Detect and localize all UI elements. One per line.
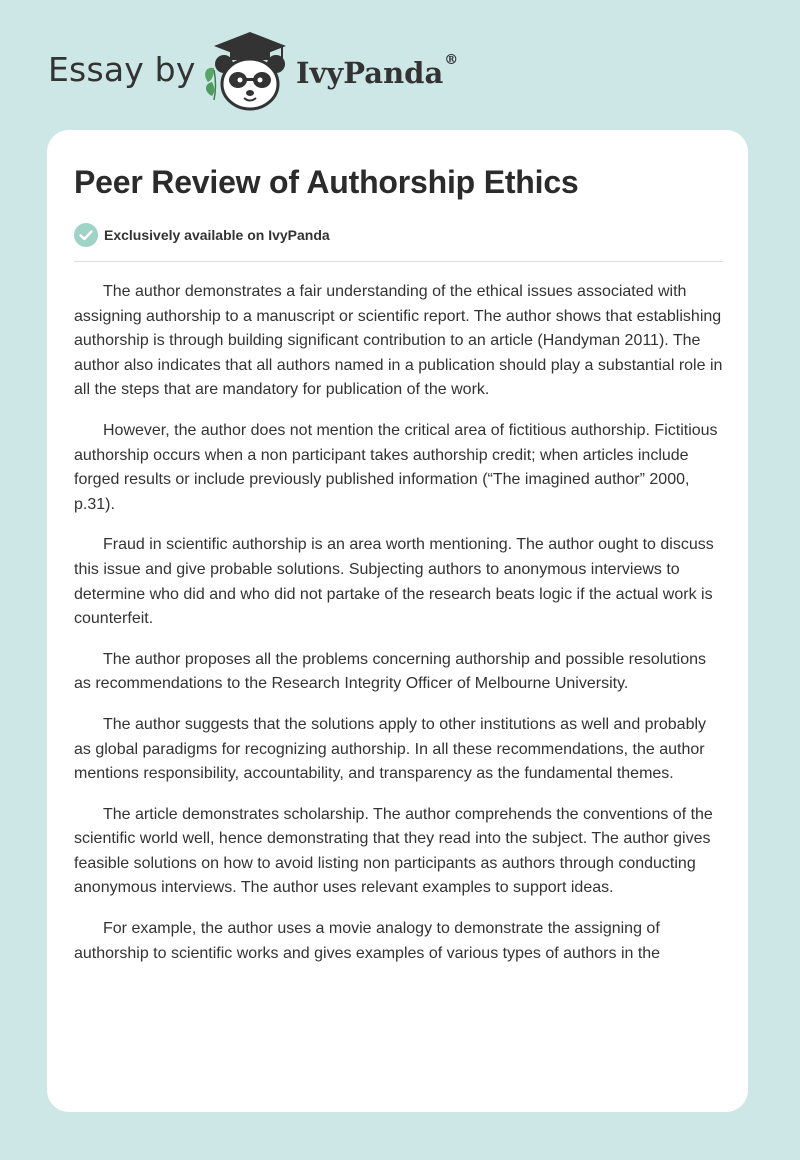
ivypanda-brand-name[interactable] bbox=[296, 52, 459, 90]
paragraph-6: The article demonstrates scholarship. The author comprehends the conventions of the scientific world well, hence demonstrating that they read into the subject. The author gives feasible solutions on how to avoid listing non participants as authors through conducting anonymous interviews. The author uses relevant examples to support ideas. bbox=[74, 805, 713, 897]
paragraph-1: The author demonstrates a fair understanding of the ethical issues associated with assigning authorship to a manuscript or scientific report. The author shows that establishing authorship is through building significant contribution to an article (Handyman 2011). The author also indicates that all authors named in a publication should play a substantial role in all the steps that are mandatory for publication of the work. bbox=[74, 283, 723, 399]
exclusive-badge bbox=[74, 222, 330, 248]
paragraph-2: However, the author does not mention the critical area of fictitious authorship. Fictitious authorship occurs when a non participant takes authorship credit; when articles include forged results or include previously published information (“The imagined author” 2000, p.31). bbox=[74, 421, 718, 513]
registered-mark: ® bbox=[444, 52, 459, 68]
paragraph-5: The author suggests that the solutions apply to other institutions as well and probably as global paradigms for recognizing authorship. In all these recommendations, the author mentions responsibility, accountability, and transparency as the fundamental themes. bbox=[74, 715, 707, 783]
paragraph-7: For example, the author uses a movie analogy to demonstrate the assigning of authorship to scientific works and gives examples of various types of authors in the bbox=[74, 920, 661, 962]
essay-card bbox=[47, 130, 748, 1112]
check-circle-icon bbox=[74, 223, 98, 247]
site-header bbox=[0, 0, 800, 130]
paragraph-4: The author proposes all the problems concerning authorship and possible resolutions as recommendations to the Research Integrity Officer of Melbourne University. bbox=[74, 650, 707, 693]
brand-text: IvyPanda bbox=[296, 56, 444, 90]
paragraph-3: Fraud in scientific authorship is an area worth mentioning. The author ought to discuss this issue and give probable solutions. Subjecting authors to anonymous interviews to determine who did and who did not partake of the research beats logic if the actual work is counterfeit. bbox=[74, 536, 714, 628]
essay-by-label: Essay by bbox=[48, 50, 196, 89]
page-title: Peer Review of Authorship Ethics bbox=[74, 164, 579, 200]
divider bbox=[74, 261, 723, 262]
article-body bbox=[74, 280, 723, 982]
exclusive-badge-text: Exclusively available on IvyPanda bbox=[104, 227, 330, 243]
ivypanda-logo-icon[interactable] bbox=[200, 30, 294, 112]
